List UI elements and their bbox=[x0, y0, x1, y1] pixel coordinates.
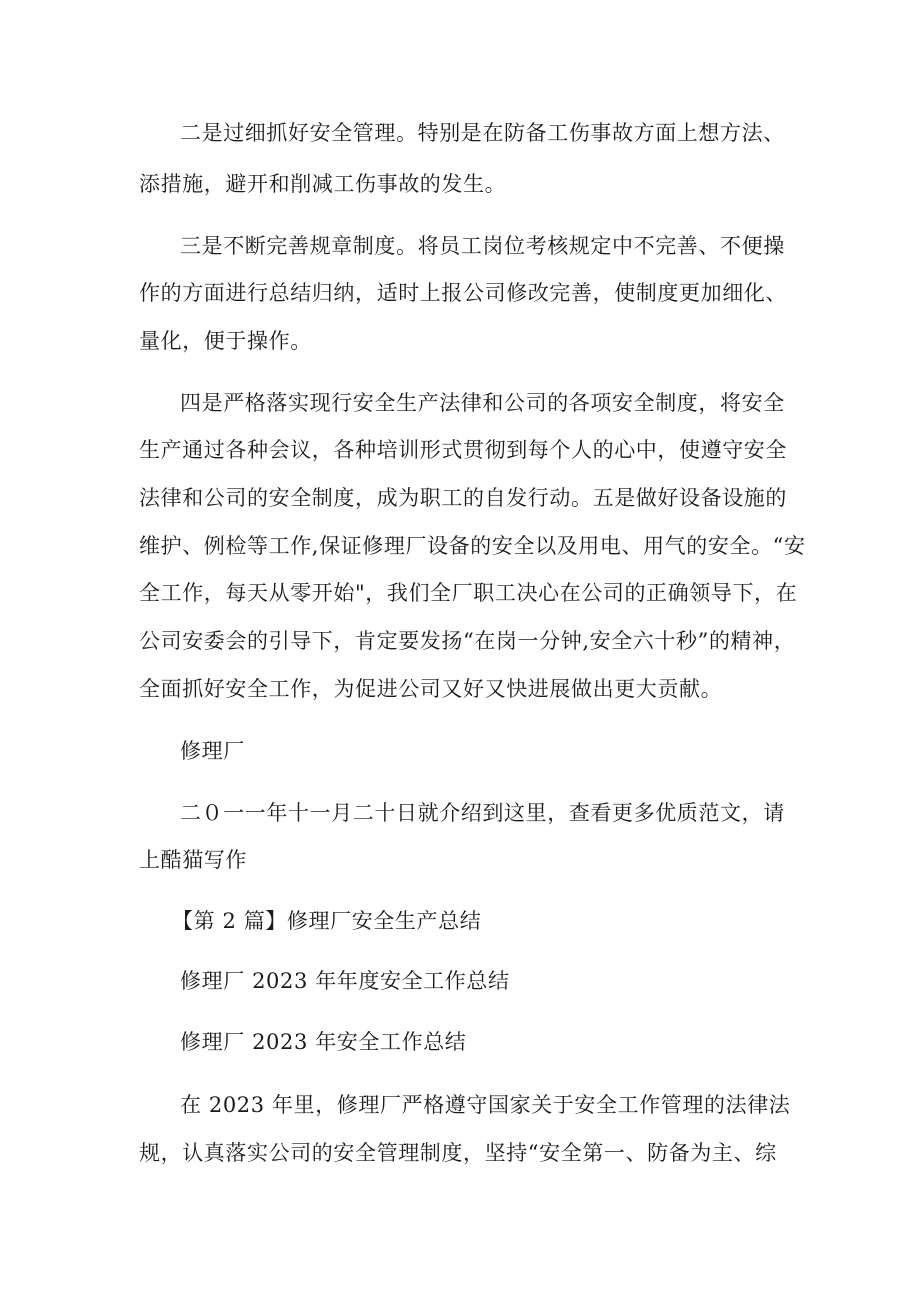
paragraph-4-line-4: 维护、例检等工作,保证修理厂设备的安全以及用电、用气的安全。“安 bbox=[139, 534, 806, 558]
signature-line: 修理厂 bbox=[180, 739, 245, 763]
paragraph-3-line-1: 三是不断完善规章制度。将员工岗位考核规定中不完善、不便操 bbox=[180, 234, 785, 258]
paragraph-4-line-6: 公司安委会的引导下，肯定要发扬“在岗一分钟,安全六十秒”的精神， bbox=[139, 629, 796, 653]
subtitle-annual-summary: 修理厂 2023 年年度安全工作总结 bbox=[180, 969, 510, 993]
paragraph-4-line-3: 法律和公司的安全制度，成为职工的自发行动。五是做好设备设施的 bbox=[139, 486, 787, 510]
paragraph-2-line-1: 二是过细抓好安全管理。特别是在防备工伤事故方面上想方法、 bbox=[180, 121, 785, 145]
date-line-2: 上酷猫写作 bbox=[139, 848, 247, 872]
date-line-1: 二０一一年十一月二十日就介绍到这里，查看更多优质范文，请 bbox=[180, 801, 785, 825]
section-heading: 【第 2 篇】修理厂安全生产总结 bbox=[172, 909, 482, 933]
paragraph-4-line-2: 生产通过各种会议，各种培训形式贯彻到每个人的心中，使遵守安全 bbox=[139, 438, 787, 462]
paragraph-4-line-1: 四是严格落实现行安全生产法律和公司的各项安全制度，将安全 bbox=[180, 391, 785, 415]
paragraph-2-line-2: 添措施，避开和削减工伤事故的发生。 bbox=[139, 172, 507, 196]
paragraph-4-line-7: 全面抓好安全工作，为促进公司又好又快进展做出更大贡献。 bbox=[139, 677, 723, 701]
paragraph-4-line-5: 全工作，每天从零开始"，我们全厂职工决心在公司的正确领导下，在 bbox=[139, 581, 798, 605]
intro-paragraph-line-2: 规，认真落实公司的安全管理制度，坚持“安全第一、防备为主、综 bbox=[139, 1141, 777, 1165]
subtitle-work-summary: 修理厂 2023 年安全工作总结 bbox=[180, 1030, 467, 1054]
paragraph-3-line-3: 量化，便于操作。 bbox=[139, 329, 312, 353]
intro-paragraph-line-1: 在 2023 年里，修理厂严格遵守国家关于安全工作管理的法律法 bbox=[180, 1093, 791, 1117]
paragraph-3-line-2: 作的方面进行总结归纳，适时上报公司修改完善，使制度更加细化、 bbox=[139, 281, 787, 305]
